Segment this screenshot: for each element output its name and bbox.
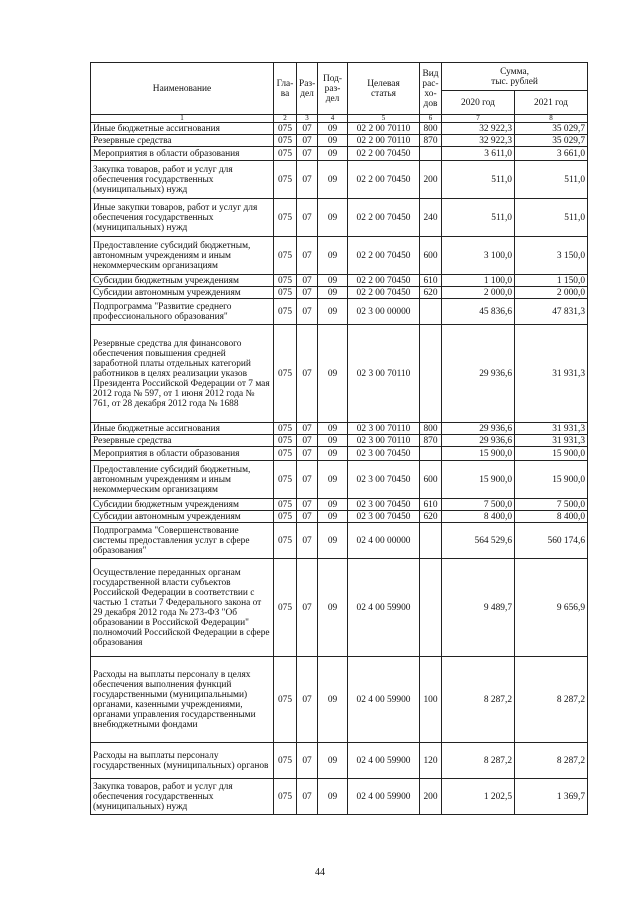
table-body <box>91 123 588 815</box>
table-row <box>91 161 588 199</box>
row-vid-rashodov: 620 <box>420 287 442 299</box>
row-glava: 075 <box>274 499 297 511</box>
row-podrazdel: 09 <box>318 499 348 511</box>
row-glava: 075 <box>274 135 297 147</box>
budget-table <box>90 62 588 815</box>
row-podrazdel: 09 <box>318 511 348 523</box>
row-name: Иные бюджетные ассигнования <box>91 123 274 135</box>
row-celevaya-statya: 02 3 00 70110 <box>348 325 420 423</box>
row-glava: 075 <box>274 147 297 161</box>
row-glava: 075 <box>274 743 297 779</box>
row-sum-2021: 8 287,2 <box>515 657 588 743</box>
row-name: Предоставление субсидий бюджетным, автономным учреждениям и иным некоммерческим организациям <box>91 461 274 499</box>
row-sum-2021: 1 150,0 <box>515 275 588 287</box>
table-row <box>91 559 588 657</box>
row-name: Субсидии бюджетным учреждениям <box>91 499 274 511</box>
row-name: Предоставление субсидий бюджетным, автономным учреждениям и иным некоммерческим организациям <box>91 237 274 275</box>
row-celevaya-statya: 02 2 00 70450 <box>348 147 420 161</box>
row-podrazdel: 09 <box>318 523 348 559</box>
row-name: Подпрограмма "Совершенствование системы предоставления услуг в сфере образования" <box>91 523 274 559</box>
column-number: 2 <box>274 115 297 123</box>
row-podrazdel: 09 <box>318 779 348 815</box>
row-sum-2020: 564 529,6 <box>442 523 515 559</box>
row-sum-2020: 32 922,3 <box>442 123 515 135</box>
row-glava: 075 <box>274 275 297 287</box>
row-podrazdel: 09 <box>318 743 348 779</box>
row-podrazdel: 09 <box>318 237 348 275</box>
row-podrazdel: 09 <box>318 461 348 499</box>
row-razdel: 07 <box>297 461 318 499</box>
row-sum-2020: 3 611,0 <box>442 147 515 161</box>
row-glava: 075 <box>274 779 297 815</box>
header-celevaya-statya: Целевая статья <box>348 63 420 115</box>
row-razdel: 07 <box>297 447 318 461</box>
row-podrazdel: 09 <box>318 199 348 237</box>
row-name: Мероприятия в области образования <box>91 147 274 161</box>
row-sum-2020: 8 400,0 <box>442 511 515 523</box>
row-glava: 075 <box>274 511 297 523</box>
row-razdel: 07 <box>297 523 318 559</box>
row-sum-2021: 31 931,3 <box>515 423 588 435</box>
table-row <box>91 779 588 815</box>
row-sum-2020: 511,0 <box>442 161 515 199</box>
row-celevaya-statya: 02 4 00 59900 <box>348 657 420 743</box>
row-sum-2021: 2 000,0 <box>515 287 588 299</box>
row-glava: 075 <box>274 657 297 743</box>
row-podrazdel: 09 <box>318 325 348 423</box>
table-row <box>91 511 588 523</box>
row-vid-rashodov: 620 <box>420 511 442 523</box>
row-sum-2020: 32 922,3 <box>442 135 515 147</box>
row-razdel: 07 <box>297 779 318 815</box>
table-row <box>91 123 588 135</box>
row-sum-2021: 3 661,0 <box>515 147 588 161</box>
row-razdel: 07 <box>297 123 318 135</box>
row-name: Осуществление переданных органам государственной власти субъектов Российской Федерации в соответствии с частью 1 статьи 7 Федерального закона от 29 декабря 2012 года № 273-ФЗ "Об образовании в Российской Федерации" полномочий Российской Федерации в сфере образования <box>91 559 274 657</box>
row-razdel: 07 <box>297 135 318 147</box>
table-row <box>91 423 588 435</box>
row-glava: 075 <box>274 435 297 447</box>
column-numbers-row <box>91 115 588 123</box>
table-row <box>91 299 588 325</box>
row-sum-2021: 8 400,0 <box>515 511 588 523</box>
column-number: 7 <box>442 115 515 123</box>
row-celevaya-statya: 02 4 00 59900 <box>348 559 420 657</box>
column-number: 6 <box>420 115 442 123</box>
row-sum-2021: 511,0 <box>515 161 588 199</box>
row-sum-2021: 35 029,7 <box>515 123 588 135</box>
row-vid-rashodov: 800 <box>420 123 442 135</box>
row-glava: 075 <box>274 199 297 237</box>
table-row <box>91 199 588 237</box>
table-row <box>91 135 588 147</box>
row-sum-2021: 560 174,6 <box>515 523 588 559</box>
row-vid-rashodov <box>420 559 442 657</box>
row-podrazdel: 09 <box>318 275 348 287</box>
page-number: 44 <box>315 867 325 878</box>
row-razdel: 07 <box>297 275 318 287</box>
row-vid-rashodov <box>420 147 442 161</box>
row-vid-rashodov: 610 <box>420 275 442 287</box>
row-razdel: 07 <box>297 325 318 423</box>
row-name: Субсидии автономным учреждениям <box>91 287 274 299</box>
row-glava: 075 <box>274 237 297 275</box>
table-row <box>91 147 588 161</box>
row-razdel: 07 <box>297 199 318 237</box>
row-sum-2021: 3 150,0 <box>515 237 588 275</box>
column-number: 8 <box>515 115 588 123</box>
row-vid-rashodov: 200 <box>420 779 442 815</box>
row-name: Субсидии автономным учреждениям <box>91 511 274 523</box>
row-celevaya-statya: 02 3 00 70450 <box>348 499 420 511</box>
row-glava: 075 <box>274 423 297 435</box>
row-razdel: 07 <box>297 559 318 657</box>
row-podrazdel: 09 <box>318 123 348 135</box>
budget-table-page <box>90 62 587 815</box>
row-glava: 075 <box>274 287 297 299</box>
row-celevaya-statya: 02 3 00 70450 <box>348 461 420 499</box>
row-name: Закупка товаров, работ и услуг для обеспечения государственных (муниципальных) нужд <box>91 161 274 199</box>
table-row <box>91 657 588 743</box>
header-summa: Сумма, тыс. рублей <box>442 63 588 91</box>
column-number: 1 <box>91 115 274 123</box>
row-sum-2021: 35 029,7 <box>515 135 588 147</box>
row-celevaya-statya: 02 4 00 59900 <box>348 779 420 815</box>
row-celevaya-statya: 02 2 00 70110 <box>348 123 420 135</box>
row-sum-2020: 8 287,2 <box>442 743 515 779</box>
row-sum-2020: 3 100,0 <box>442 237 515 275</box>
row-name: Резервные средства <box>91 435 274 447</box>
row-celevaya-statya: 02 3 00 70110 <box>348 435 420 447</box>
row-sum-2021: 1 369,7 <box>515 779 588 815</box>
header-vid-rashodov: Вид рас- хо- дов <box>420 63 442 115</box>
row-name: Резервные средства для финансового обеспечения повышения средней заработной платы отдельных категорий работников в целях реализации указов Президента Российской Федерации от 7 мая 2012 года № 597, от 1 июня 2012 года № 761, от 28 декабря 2012 года № 1688 <box>91 325 274 423</box>
row-vid-rashodov: 870 <box>420 435 442 447</box>
row-razdel: 07 <box>297 435 318 447</box>
row-name: Субсидии бюджетным учреждениям <box>91 275 274 287</box>
row-vid-rashodov <box>420 523 442 559</box>
row-sum-2020: 1 100,0 <box>442 275 515 287</box>
column-number: 3 <box>297 115 318 123</box>
row-sum-2020: 9 489,7 <box>442 559 515 657</box>
row-glava: 075 <box>274 447 297 461</box>
row-razdel: 07 <box>297 237 318 275</box>
row-razdel: 07 <box>297 743 318 779</box>
row-sum-2020: 511,0 <box>442 199 515 237</box>
row-celevaya-statya: 02 2 00 70450 <box>348 287 420 299</box>
row-name: Закупка товаров, работ и услуг для обеспечения государственных (муниципальных) нужд <box>91 779 274 815</box>
row-sum-2021: 47 831,3 <box>515 299 588 325</box>
row-celevaya-statya: 02 2 00 70450 <box>348 199 420 237</box>
row-vid-rashodov <box>420 325 442 423</box>
row-vid-rashodov: 200 <box>420 161 442 199</box>
row-podrazdel: 09 <box>318 135 348 147</box>
row-vid-rashodov: 120 <box>420 743 442 779</box>
header-name: Наименование <box>91 63 274 115</box>
row-podrazdel: 09 <box>318 161 348 199</box>
row-sum-2021: 15 900,0 <box>515 461 588 499</box>
row-sum-2020: 8 287,2 <box>442 657 515 743</box>
row-razdel: 07 <box>297 287 318 299</box>
row-name: Иные бюджетные ассигнования <box>91 423 274 435</box>
row-celevaya-statya: 02 4 00 59900 <box>348 743 420 779</box>
row-sum-2020: 1 202,5 <box>442 779 515 815</box>
row-vid-rashodov: 870 <box>420 135 442 147</box>
table-row <box>91 287 588 299</box>
table-row <box>91 275 588 287</box>
header-year-2020: 2020 год <box>442 91 515 115</box>
row-glava: 075 <box>274 325 297 423</box>
row-vid-rashodov: 600 <box>420 237 442 275</box>
row-sum-2020: 15 900,0 <box>442 447 515 461</box>
row-celevaya-statya: 02 2 00 70110 <box>348 135 420 147</box>
row-sum-2021: 7 500,0 <box>515 499 588 511</box>
row-name: Расходы на выплаты персоналу государственных (муниципальных) органов <box>91 743 274 779</box>
row-podrazdel: 09 <box>318 423 348 435</box>
row-sum-2021: 31 931,3 <box>515 435 588 447</box>
column-number: 4 <box>318 115 348 123</box>
row-vid-rashodov: 600 <box>420 461 442 499</box>
row-podrazdel: 09 <box>318 435 348 447</box>
row-celevaya-statya: 02 2 00 70450 <box>348 161 420 199</box>
row-sum-2020: 29 936,6 <box>442 423 515 435</box>
row-razdel: 07 <box>297 161 318 199</box>
row-podrazdel: 09 <box>318 287 348 299</box>
row-sum-2020: 45 836,6 <box>442 299 515 325</box>
column-number: 5 <box>348 115 420 123</box>
row-sum-2020: 29 936,6 <box>442 435 515 447</box>
row-podrazdel: 09 <box>318 447 348 461</box>
row-vid-rashodov <box>420 299 442 325</box>
row-razdel: 07 <box>297 423 318 435</box>
row-glava: 075 <box>274 161 297 199</box>
header-podrazdel: Под- раз- дел <box>318 63 348 115</box>
row-sum-2021: 8 287,2 <box>515 743 588 779</box>
row-celevaya-statya: 02 3 00 70110 <box>348 423 420 435</box>
row-sum-2020: 15 900,0 <box>442 461 515 499</box>
row-sum-2021: 511,0 <box>515 199 588 237</box>
row-name: Иные закупки товаров, работ и услуг для обеспечения государственных (муниципальных) нужд <box>91 199 274 237</box>
row-name: Расходы на выплаты персоналу в целях обеспечения выполнения функций государственными (муниципальными) органами, казенными учреждениями, органами управления государственными внебюджетными фондами <box>91 657 274 743</box>
row-vid-rashodov: 100 <box>420 657 442 743</box>
table-row <box>91 447 588 461</box>
row-celevaya-statya: 02 3 00 70450 <box>348 447 420 461</box>
table-row <box>91 499 588 511</box>
table-row <box>91 435 588 447</box>
row-celevaya-statya: 02 2 00 70450 <box>348 275 420 287</box>
row-sum-2021: 9 656,9 <box>515 559 588 657</box>
row-sum-2021: 31 931,3 <box>515 325 588 423</box>
header-glava: Гла- ва <box>274 63 297 115</box>
table-row <box>91 461 588 499</box>
row-sum-2020: 2 000,0 <box>442 287 515 299</box>
row-celevaya-statya: 02 4 00 00000 <box>348 523 420 559</box>
row-podrazdel: 09 <box>318 559 348 657</box>
row-sum-2021: 15 900,0 <box>515 447 588 461</box>
row-razdel: 07 <box>297 499 318 511</box>
table-row <box>91 523 588 559</box>
table-row <box>91 237 588 275</box>
row-podrazdel: 09 <box>318 299 348 325</box>
row-podrazdel: 09 <box>318 147 348 161</box>
row-vid-rashodov: 240 <box>420 199 442 237</box>
row-razdel: 07 <box>297 147 318 161</box>
row-vid-rashodov <box>420 447 442 461</box>
row-sum-2020: 29 936,6 <box>442 325 515 423</box>
table-row <box>91 325 588 423</box>
row-name: Подпрограмма "Развитие среднего профессионального образования" <box>91 299 274 325</box>
row-name: Резервные средства <box>91 135 274 147</box>
header-year-2021: 2021 год <box>515 91 588 115</box>
row-name: Мероприятия в области образования <box>91 447 274 461</box>
row-razdel: 07 <box>297 299 318 325</box>
row-glava: 075 <box>274 461 297 499</box>
row-podrazdel: 09 <box>318 657 348 743</box>
row-glava: 075 <box>274 299 297 325</box>
row-razdel: 07 <box>297 657 318 743</box>
row-razdel: 07 <box>297 511 318 523</box>
row-celevaya-statya: 02 2 00 70450 <box>348 237 420 275</box>
row-glava: 075 <box>274 523 297 559</box>
row-celevaya-statya: 02 3 00 70450 <box>348 511 420 523</box>
row-celevaya-statya: 02 3 00 00000 <box>348 299 420 325</box>
header-razdel: Раз- дел <box>297 63 318 115</box>
row-vid-rashodov: 610 <box>420 499 442 511</box>
row-sum-2020: 7 500,0 <box>442 499 515 511</box>
table-row <box>91 743 588 779</box>
row-vid-rashodov: 800 <box>420 423 442 435</box>
row-glava: 075 <box>274 559 297 657</box>
row-glava: 075 <box>274 123 297 135</box>
